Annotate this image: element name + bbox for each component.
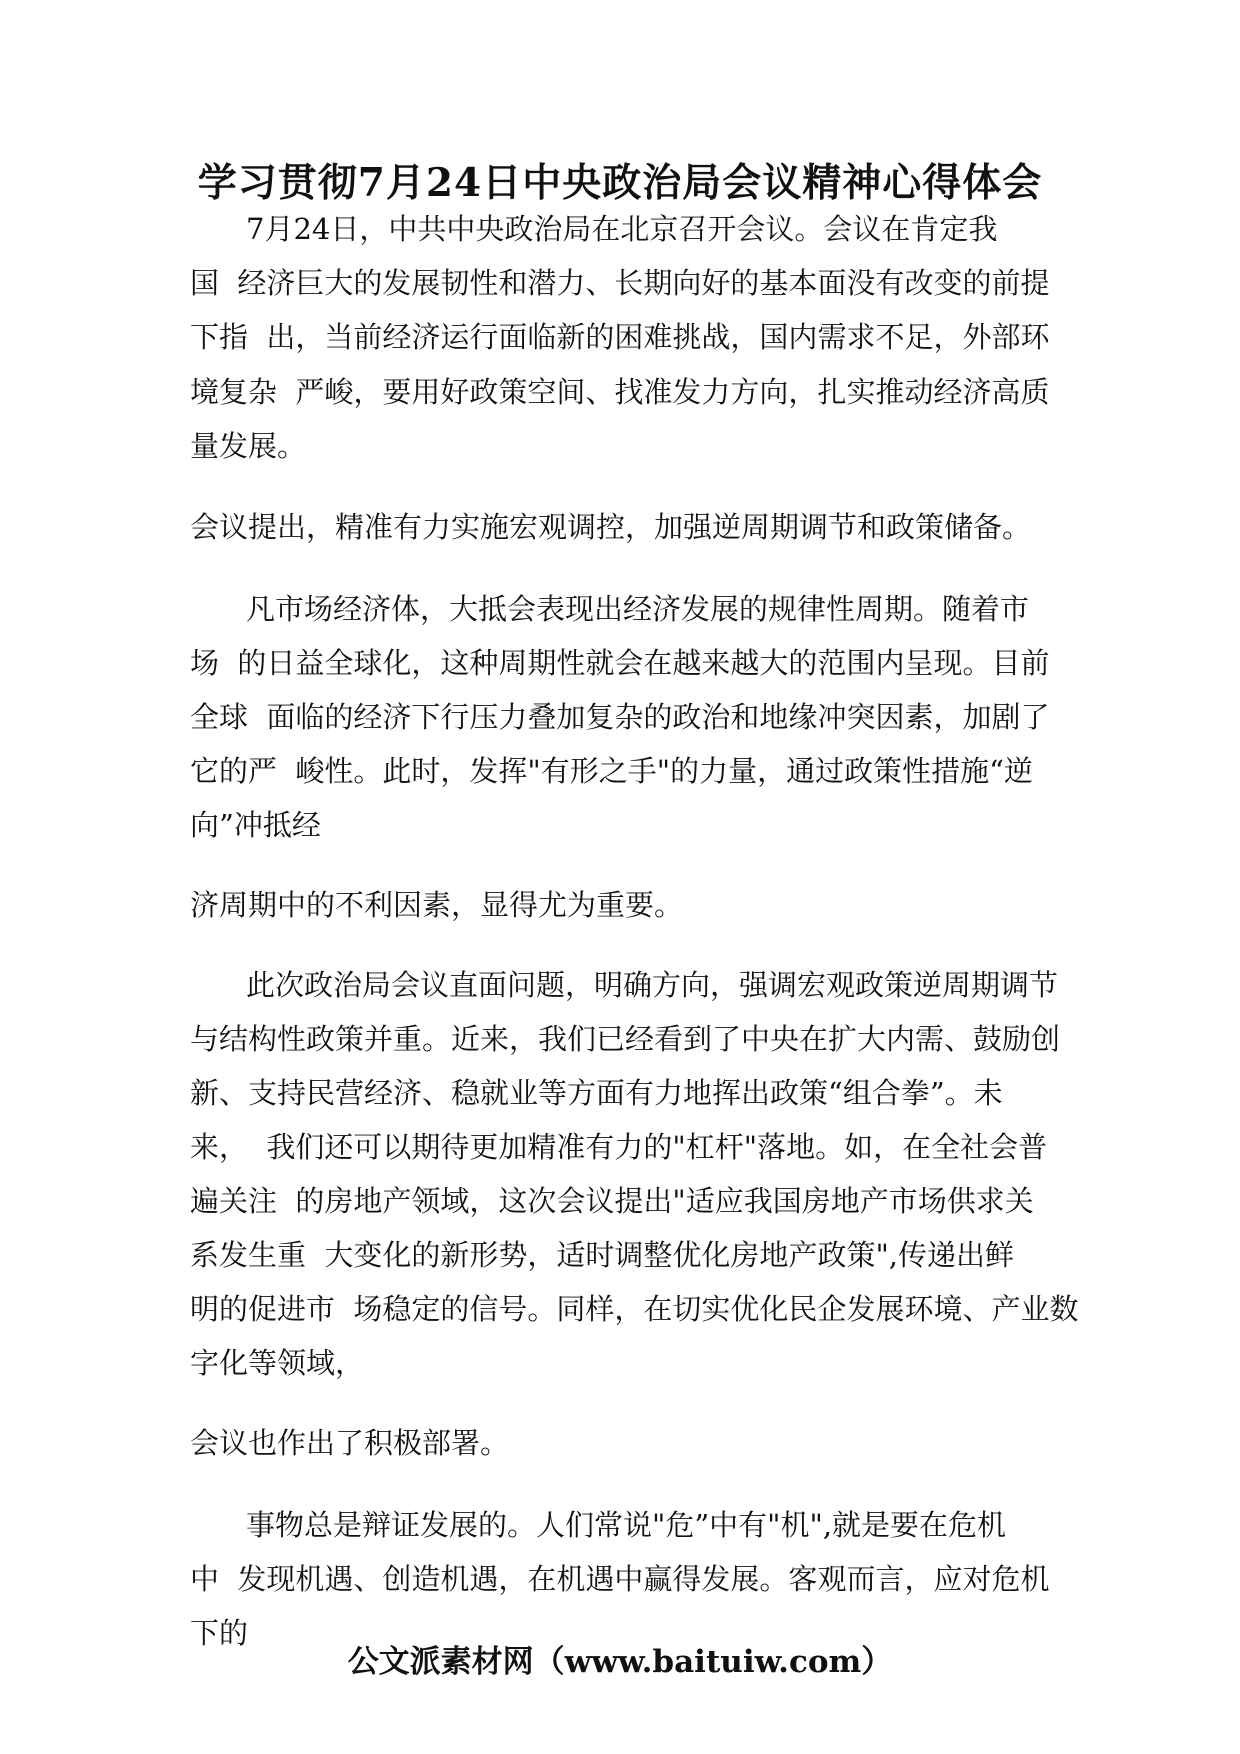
text-line: 遍关注 的房地产领域，这次会议提出"适应我国房地产市场供求关: [190, 1184, 1034, 1218]
text-line: 它的严 峻性。此时，发挥"有形之手"的力量，通过政策性措施“逆: [190, 754, 1033, 788]
text-line: 全球 面临的经济下行压力叠加复杂的政治和地缘冲突因素，加剧了: [190, 700, 1050, 734]
document-title: 学习贯彻7月24日中央政治局会议精神心得体会: [197, 160, 1043, 206]
text-line: 明的促进市 场稳定的信号。同样，在切实优化民企发展环境、产业数: [190, 1292, 1079, 1326]
text-line: 此次政治局会议直面问题，明确方向，强调宏观政策逆周期调节: [246, 968, 1059, 1002]
text-line: 与结构性政策并重。近来，我们已经看到了中央在扩大内需、鼓励创: [190, 1022, 1061, 1056]
text-line: 系发生重 大变化的新形势，适时调整优化房地产政策",传递出鲜: [190, 1238, 1014, 1272]
text-line: 凡市场经济体，大抵会表现出经济发展的规律性周期。随着市: [246, 592, 1030, 626]
text-line: 量发展。: [190, 429, 307, 463]
text-line: 境复杂 严峻，要用好政策空间、找准发力方向，扎实推动经济高质: [190, 375, 1050, 409]
text-line: 下指 出，当前经济运行面临新的困难挑战，国内需求不足，外部环: [190, 320, 1050, 354]
text-line: 会议提出，精准有力实施宏观调控，加强逆周期调节和政策储备。: [190, 510, 1032, 544]
text-line: 中 发现机遇、创造机遇，在机遇中赢得发展。客观而言，应对危机: [190, 1562, 1050, 1596]
text-line: 场 的日益全球化，这种周期性就会在越来越大的范围内呈现。目前: [190, 646, 1050, 680]
text-line: 来， 我们还可以期待更加精准有力的"杠杆"落地。如，在全社会普: [190, 1130, 1048, 1164]
text-line: 事物总是辩证发展的。人们常说"危”中有"机",就是要在危机: [246, 1508, 1007, 1542]
page-footer: 公文派素材网（www.baituiw.com）: [347, 1644, 893, 1680]
text-line: 新、支持民营经济、稳就业等方面有力地挥出政策“组合拳”。未: [190, 1076, 1003, 1110]
text-line: 国 经济巨大的发展韧性和潜力、长期向好的基本面没有改变的前提: [190, 266, 1050, 300]
text-line: 下的: [190, 1616, 249, 1650]
text-line: 向”冲抵经: [190, 808, 321, 842]
text-line: 济周期中的不利因素，显得尤为重要。: [190, 888, 684, 922]
text-line: 会议也作出了积极部署。: [190, 1426, 510, 1460]
text-line: 字化等领域，: [190, 1346, 365, 1380]
text-line: 7月24日，中共中央政治局在北京召开会议。会议在肯定我: [246, 212, 998, 246]
